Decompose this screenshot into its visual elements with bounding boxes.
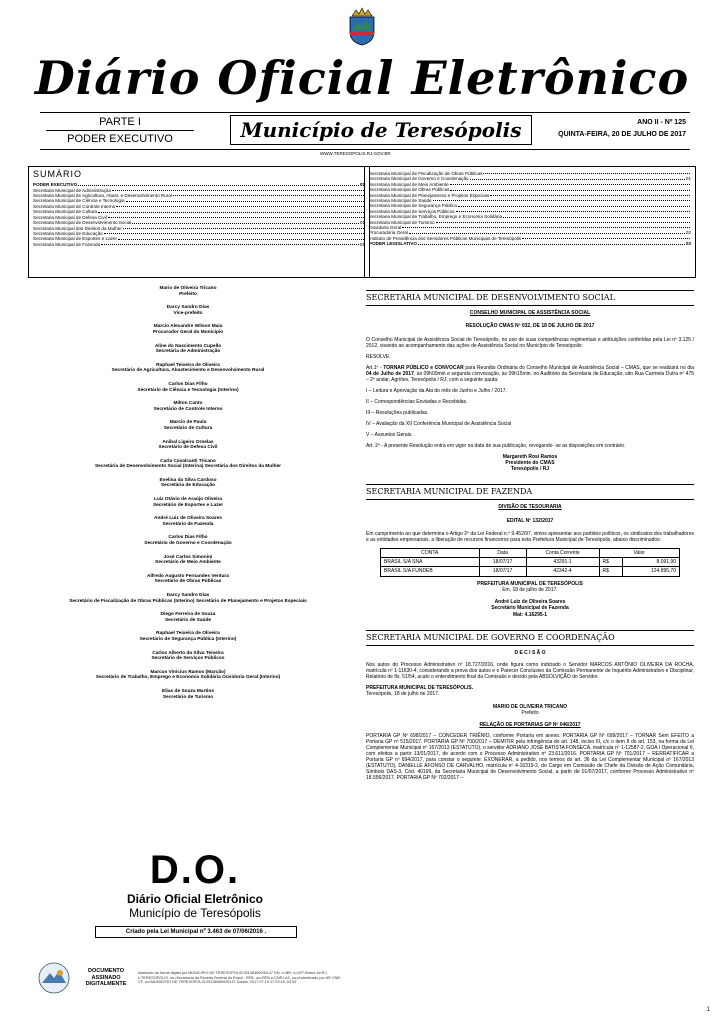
official-role: Secretário de Defesa Civil: [158, 445, 218, 451]
official-role: Secretária de Educação: [160, 483, 216, 489]
official-role: Secretário de Serviços Públicos: [151, 656, 225, 662]
official-role: Secretário de Agricultura, Abastecimento e Desenvolvimento Rural: [111, 368, 265, 374]
do-line-2: Município de Teresópolis: [129, 906, 261, 920]
portarias-paragraph: PORTARIA GP Nº 698/2017 – CONCEDER TRIÊNIO, conforme Portaria em anexo. PORTARIA GP Nº 699/2017 – TORNAR Sem EFEITO a Portaria GP nº 515/2017. PORTARIA GP Nº 700/2017 – DEMITIR pela infringência do art. 148, inciso III, c/c o item II do art. 153, na forma da Lei Complementar Municipal nº 167/2013 (ESTATUTO), o servidor ADRIANO JOSÉ BATISTA FONSECA, matrícula nº 1-12587-2, GOA I Operacional II, com efeitos a partir 13/01/2017, de acordo com o Processo Administrativo nº 23.611/2016. PORTARIA GP Nº 701/2017 – RERRATIFICAR a Portaria GP nº 694/2017, para constar o seguinte: EXONERAR, a pedido, nos termos do art. 36 da Lei Complementar Municipal nº 167/2013 (ESTATUTO), DANIELLE AFONSO DE CARVALHO, matrícula nº 4-16319-2, do Cargo em Comissão de Chefe da Divisão de Ação Comunitária, Símbolo DAS-3, Cód. 40199, da Secretaria Municipal de Desenvolvimento Social, a partir de 01/07/2017, conforme Processo Administrativo nº 18.556/2017. PORTARIA GP Nº 702/2017 –: [366, 733, 694, 782]
main-content: [366, 290, 694, 786]
official-role: Secretário de Saúde: [164, 617, 212, 623]
municipality-title: Município de Teresópolis: [230, 115, 532, 145]
summary-leader: [101, 242, 359, 245]
official-name: José Carlos Simonini: [163, 554, 213, 560]
summary-leader: [503, 214, 690, 217]
official-name: Diego Ferreira de Souza: [160, 612, 216, 618]
part-block: [46, 115, 194, 146]
fazenda-date: Em, 18 de julho de 2017.: [502, 586, 558, 593]
header-band: [40, 112, 690, 150]
section-governo-heading: SECRETARIA MUNICIPAL DE GOVERNO E COORDENAÇÃO: [366, 630, 694, 646]
fazenda-subheading: DIVISÃO DE TESOURARIA: [498, 504, 562, 511]
summary-item-label: Secretaria Municipal de Educação: [33, 230, 103, 236]
summary-item-label: Secretaria Municipal de Fiscalização de Obras Públicas: [369, 171, 483, 176]
summary-item-label: Secretaria Municipal de Turismo: [369, 219, 435, 225]
official-entry: [30, 344, 346, 355]
fazenda-signature-name: André Luiz de Oliveira Soares: [494, 599, 566, 605]
summary-item-page: 02: [685, 230, 691, 236]
official-entry: [30, 574, 346, 585]
edition-number: ANO II - Nº 125: [637, 119, 686, 126]
table-row: [381, 558, 680, 567]
official-role: Secretário de Controle Interno: [153, 406, 223, 412]
official-name: Raphael Teixeira de Oliveira: [156, 362, 220, 368]
fazenda-signature-role: Secretário Municipal de Fazenda: [491, 605, 569, 612]
resolve-label: RESOLVE:: [366, 353, 391, 360]
summary-leader: [118, 236, 364, 239]
official-entry: [30, 440, 346, 451]
agenda-item: I – Leitura e Aprovação da Ata do mês de Junho e Julho / 2017.: [366, 387, 507, 394]
official-name: André Luiz de Oliveira Soares: [154, 516, 222, 522]
summary-item-label: Procuradoria Geral: [369, 230, 408, 236]
summary-leader: [470, 176, 685, 179]
col-header: Data: [479, 548, 526, 557]
summary-item-label: Secretaria Municipal de Obras Públicas: [369, 187, 450, 193]
summary-leader: [116, 204, 364, 207]
agenda-item: III – Resoluções publicadas.: [366, 409, 429, 416]
summary-item-page: 01: [359, 241, 365, 247]
official-name: Marcio Alexandre Wilson Maia: [153, 324, 223, 330]
cell: R$: [599, 558, 623, 567]
article-1-num: Art.1º -: [366, 364, 384, 371]
col-header: Valor: [599, 548, 680, 557]
official-name: Milton Canto: [173, 401, 203, 407]
cmas-signature-name: Margareth Rosi Ramos: [502, 453, 558, 460]
summary-leader: [126, 198, 364, 201]
section-fazenda-heading: SECRETARIA MUNICIPAL DE FAZENDA: [366, 484, 694, 500]
do-box: [95, 848, 295, 958]
official-entry: [30, 286, 346, 297]
summary-item-label: Secretaria Municipal de Governo e Coordenação: [369, 176, 469, 182]
article-1: [366, 365, 694, 383]
official-role: Secretário de Fazenda: [162, 521, 214, 527]
cell: 8.091,90: [623, 558, 680, 567]
summary-item-label: Secretaria Municipal de Administração: [33, 187, 112, 193]
official-role: Secretário de Esportes e Lazer: [152, 502, 224, 508]
social-paragraph-1: O Conselho Municipal de Assistência Social de Teresópolis, no uso de suas competências regimentais e atribuições conferidas pela Lei nº 3.125 / 2012, visando ao acompanhamento das ações de Assistência Social no Município de Teresópolis;: [366, 336, 694, 349]
official-entry: [30, 689, 346, 700]
article-1-date: 04 de Julho de 2017: [366, 370, 414, 377]
do-line-1: Diário Oficial Eletrônico: [126, 892, 264, 906]
fazenda-prefeitura: PREFEITURA MUNICIPAL DE TERESÓPOLIS: [477, 580, 583, 587]
part-divider: [46, 130, 194, 131]
cmas-signature-place: Teresópolis / RJ: [510, 466, 550, 472]
official-role: Prefeito: [179, 291, 197, 297]
official-name: Darcy Sandro Dias: [166, 305, 210, 311]
official-entry: [30, 324, 346, 335]
summary-item-label: Secretaria Municipal de Trabalho, Emprego e Economia Solidária: [369, 214, 503, 220]
summary-leader: [78, 182, 359, 185]
summary-item-label: Secretaria Municipal de Ciência e Tecnologia: [33, 198, 125, 204]
cell: 18/07/17: [479, 567, 526, 576]
governo-signature-name: MARIO DE OLIVEIRA TRICANO: [493, 703, 567, 710]
official-name: Anibal Ligeiro Ornelas: [162, 439, 214, 445]
official-name: Carla Cavalcanti Tricano: [160, 458, 216, 464]
official-entry: [30, 651, 346, 662]
agenda-item: V – Assuntos Gerais.: [366, 431, 413, 438]
decisao-title: D E C I S Ã O: [514, 649, 546, 656]
summary-leader: [98, 209, 364, 212]
summary-leader: [173, 193, 364, 196]
signature-label: DOCUMENTO ASSINADO DIGITALMENTE: [85, 968, 127, 988]
official-entry: [30, 516, 346, 527]
summary-left: [28, 166, 370, 278]
funds-table: [380, 548, 680, 577]
official-role: Secretária de Administração: [155, 349, 221, 355]
summary-leader: [436, 220, 690, 223]
official-name: Raphael Teixeira de Oliveira: [156, 631, 220, 637]
official-role: Secretário de Cultura: [163, 425, 213, 431]
official-name: Carlos Alberto da Silva Teixeira: [152, 650, 224, 656]
official-role: Secretário de Meio Ambiente: [155, 560, 221, 566]
official-role: Vice-prefeito: [173, 310, 203, 316]
article-1-rest: , às 09h00min e segunda convocação, às 09h15min. no Auditório da Secretaria de Educação, sito Rua Carmela Dutra nº 475 – 2º andar, Agriões, Teresópolis / RJ, com a seguinte pauta:: [366, 370, 695, 383]
cell: BRASIL S/A FUNDEB: [381, 567, 480, 576]
official-role: Secretário de Governo e Coordenação: [144, 541, 232, 547]
summary-right: [364, 166, 696, 278]
summary-item-page: 01: [359, 220, 365, 226]
summary-item-label: Secretaria Municipal de Esportes e Lazer: [33, 236, 118, 242]
official-entry: [30, 478, 346, 489]
summary-item-label: Secretaria Municipal dos Direitos da Mulher: [33, 225, 122, 231]
official-name: Marcio de Paula: [169, 420, 207, 426]
cell: BRASIL S/A SNA: [381, 558, 480, 567]
summary-leader: [123, 226, 364, 229]
summary-leader: [108, 215, 364, 218]
agenda-item: II – Correspondências Enviadas e Recebidas.: [366, 398, 468, 405]
do-law: Criado pela Lei Municipal nº 3.463 de 07/06/2016 .: [95, 926, 297, 938]
article-1-action: TORNAR PÚBLICO e CONVOCAR: [383, 364, 464, 371]
official-entry: [30, 497, 346, 508]
summary-item[interactable]: [29, 242, 369, 247]
summary-item-label: PODER EXECUTIVO: [33, 182, 78, 188]
summary-item-label: Secretaria Municipal de Serviços Públicos: [369, 208, 455, 214]
col-header: CONTA: [381, 548, 480, 557]
signature-seal-icon: [30, 960, 78, 996]
summary-leader: [490, 193, 690, 196]
summary-right-list: [365, 167, 695, 247]
summary-item-label: Instituto de Previdência dos Servidores Públicos Municipais de Teresópolis: [369, 235, 522, 241]
part-label: PARTE I: [99, 116, 141, 128]
official-entry: [30, 305, 346, 316]
official-entry: [30, 363, 346, 374]
summary-leader: [132, 220, 359, 223]
summary-leader: [456, 209, 690, 212]
resolution-title: RESOLUÇÃO CMAS Nº 032, DE 18 DE JULHO DE 2017: [465, 323, 595, 330]
official-name: Carlos Dias Filho: [168, 535, 208, 541]
branch-label: PODER EXECUTIVO: [67, 133, 173, 145]
portarias-title: RELAÇÃO DE PORTARIAS GP Nº 046/2017: [479, 722, 581, 728]
official-name: Marcus Vinicius Ramos (Marcão): [150, 669, 226, 675]
edition-block: [558, 117, 686, 141]
col-header: Conta Corrente: [526, 548, 599, 557]
official-name: Evelina da Silva Cardoso: [159, 477, 217, 483]
official-name: Aline do Nascimento Cupello: [154, 343, 222, 349]
summary-item-label: Secretaria Municipal de Segurança Pública: [369, 203, 457, 209]
official-role: Secretário de Turismo: [162, 694, 214, 700]
official-name: Darcy Sandro Dias: [166, 593, 210, 598]
official-role: Secretária de Desenvolvimento Social (Interina) Secretária dos Direitos da Mulher: [94, 464, 282, 470]
article-2: Art. 2º - A presente Resolução entra em vigor na data de sua publicação, revogando- se as disposições em contrário.: [366, 442, 626, 449]
cell: 124.895,70: [623, 567, 680, 576]
summary-item-label: Secretaria Municipal de Saúde: [369, 198, 432, 204]
summary-item-label: Secretaria Municipal de Agricultura, Abast. e Desenvolvimento Rural: [33, 193, 172, 199]
summary-item-label: Secretaria Municipal de Meio Ambiente: [369, 181, 449, 187]
official-role: Secretário de Trabalho, Emprego e Economia Solidária Ouvidoria Geral (Interino): [95, 675, 281, 681]
signature-details: Assinado de forma digital por MUNICIPIO DE TERESOPOLIS:29138369000147 DN: c=BR, o=ICP-Brasil, st=RJ, l=TERESOPOLIS, ou=Secretaria da Receita Federal do Brasil - RFB, ou=RFB e-CNPJ A3, ou=Autenticado por AR CNB CF, cn=MUNICIPIO DE TERESOPOLIS:29138369000147 Dados: 2017.07.19 17:29:18 -03'00': [138, 970, 340, 985]
governo-signature-role: Prefeito: [521, 709, 539, 716]
cell: R$: [599, 567, 623, 576]
official-role: Secretário de Segurança Pública (Interino): [139, 636, 237, 642]
do-logo-text: D.O.: [149, 848, 241, 892]
municipal-crest-icon: [346, 6, 378, 46]
decisao-paragraph: Nos autos do Processo Administrativo nº 18.727/2016, onde figura como indiciado o Servidor MARCOS ANTÔNIO OLIVEIRA DA ROCHA, matrícula nº 1-11630-4, considerando a prova dos autos e o Parecer Conclusivo da Comissão Permanente de Inquérito Administrativo e Disciplinar, Relatório de fls. 51/54, acato o entendimento final da Comissão e decido pela ABSOLVIÇÃO do Servidor.: [366, 662, 694, 680]
summary-title: SUMÁRIO: [33, 169, 83, 179]
summary-leader: [450, 182, 690, 185]
summary-leader: [112, 188, 364, 191]
official-name: Carlos Dias Filho: [168, 381, 208, 387]
summary-leader: [433, 198, 690, 201]
fazenda-paragraph: Em cumprimento ao que determina o Artigo 2º da Lei Federal n.º 9.452/97, vimos apresentar aos partidos políticos, os sindicatos dos trabalhadores e as entidades empresariais, a liberação de recursos financeiros para esta Prefeitura Municipal de Teresópolis, abaixo discriminados:: [366, 530, 694, 543]
official-entry: [30, 535, 346, 546]
summary-item-label: Secretaria Municipal de Planejamento e Projetos Especiais: [369, 192, 490, 198]
summary-item-page: 03: [685, 241, 691, 247]
summary-leader: [522, 236, 690, 239]
article-1-text: para Reunião Ordinária do Conselho Municipal de Assistência Social – CMAS, que se realizará no dia: [463, 364, 694, 371]
summary-item-label: Secretaria Municipal de Defesa Civil: [33, 214, 107, 220]
summary-leader: [402, 225, 690, 228]
official-entry: [30, 593, 346, 604]
official-role: Secretário de Fiscalização de Obras Públicas (Interino) Secretário de Planejamento e Projetos Especiais: [69, 598, 307, 604]
official-entry: [30, 612, 346, 623]
official-name: Elias de Souza Martins: [162, 688, 214, 694]
cell: 42342-4: [526, 567, 599, 576]
summary-item[interactable]: [365, 241, 695, 246]
summary-leader: [483, 171, 690, 174]
official-entry: [30, 555, 346, 566]
summary-item-label: Ouvidoria Geral: [369, 225, 402, 231]
fazenda-signature-mat: Mat: 4.16295-1: [512, 611, 548, 618]
official-entry: [30, 670, 346, 681]
summary-item-page: 01: [359, 182, 365, 188]
summary-item-label: Secretaria Municipal de Cultura: [33, 209, 98, 215]
masthead-title: Diário Oficial Eletrônico: [34, 51, 690, 105]
summary-item-label: Secretaria Municipal de Fazenda: [33, 241, 101, 247]
summary-leader: [409, 230, 685, 233]
summary-leader: [450, 187, 690, 190]
official-entry: [30, 401, 346, 412]
official-entry: [30, 420, 346, 431]
page-number: 1: [706, 1006, 710, 1013]
official-entry: [30, 382, 346, 393]
summary-item-page: 01: [685, 176, 691, 182]
social-subheading: CONSELHO MUNICIPAL DE ASSISTÊNCIA SOCIAL: [469, 310, 591, 316]
summary-item-label: PODER LEGISLATIVO: [369, 241, 417, 247]
table-row: [381, 567, 680, 576]
website-url[interactable]: WWW.TERESOPOLIS.RJ.GOV.BR: [320, 151, 391, 156]
governo-date: Teresópolis, 18 de julho de 2017.: [366, 691, 440, 698]
officials-list: [30, 286, 346, 708]
cell: 43291-1: [526, 558, 599, 567]
summary-item-label: Secretaria Municipal de Controle Interno: [33, 203, 116, 209]
cell: 18/07/17: [479, 558, 526, 567]
official-role: Secretário de Obras Públicas: [154, 579, 222, 585]
edital-title: EDITAL Nº 132/2017: [506, 517, 554, 524]
summary-item-label: Secretaria Municipal de Desenvolvimento Social: [33, 220, 132, 226]
summary-leader: [104, 231, 364, 234]
summary-left-list: [29, 182, 369, 247]
official-entry: [30, 459, 346, 470]
governo-prefeitura: PREFEITURA MUNICIPAL DE TERESÓPOLIS.: [366, 685, 474, 691]
official-entry: [30, 631, 346, 642]
section-social-heading: SECRETARIA MUNICIPAL DE DESENVOLVIMENTO SOCIAL: [366, 290, 694, 306]
edition-date: QUINTA-FEIRA, 20 DE JULHO DE 2017: [558, 131, 686, 138]
official-role: Secretário de Ciência e Tecnologia (Interino): [137, 387, 239, 393]
summary-leader: [418, 241, 685, 244]
summary-leader: [458, 203, 690, 206]
official-name: Luiz Otávio de Araújo Oliveira: [153, 497, 223, 503]
official-role: Procurador Geral do Município: [152, 329, 224, 335]
digital-signature: [30, 958, 342, 998]
agenda-item: IV – Avaliação da XII Conferência Municipal de Assistência Social: [366, 420, 512, 427]
official-name: Mario de Oliveira Tricano: [159, 286, 217, 291]
cmas-signature-role: Presidente do CMAS: [505, 459, 555, 466]
official-name: Alfredo Augusto Fernandes Ventura: [147, 573, 229, 579]
